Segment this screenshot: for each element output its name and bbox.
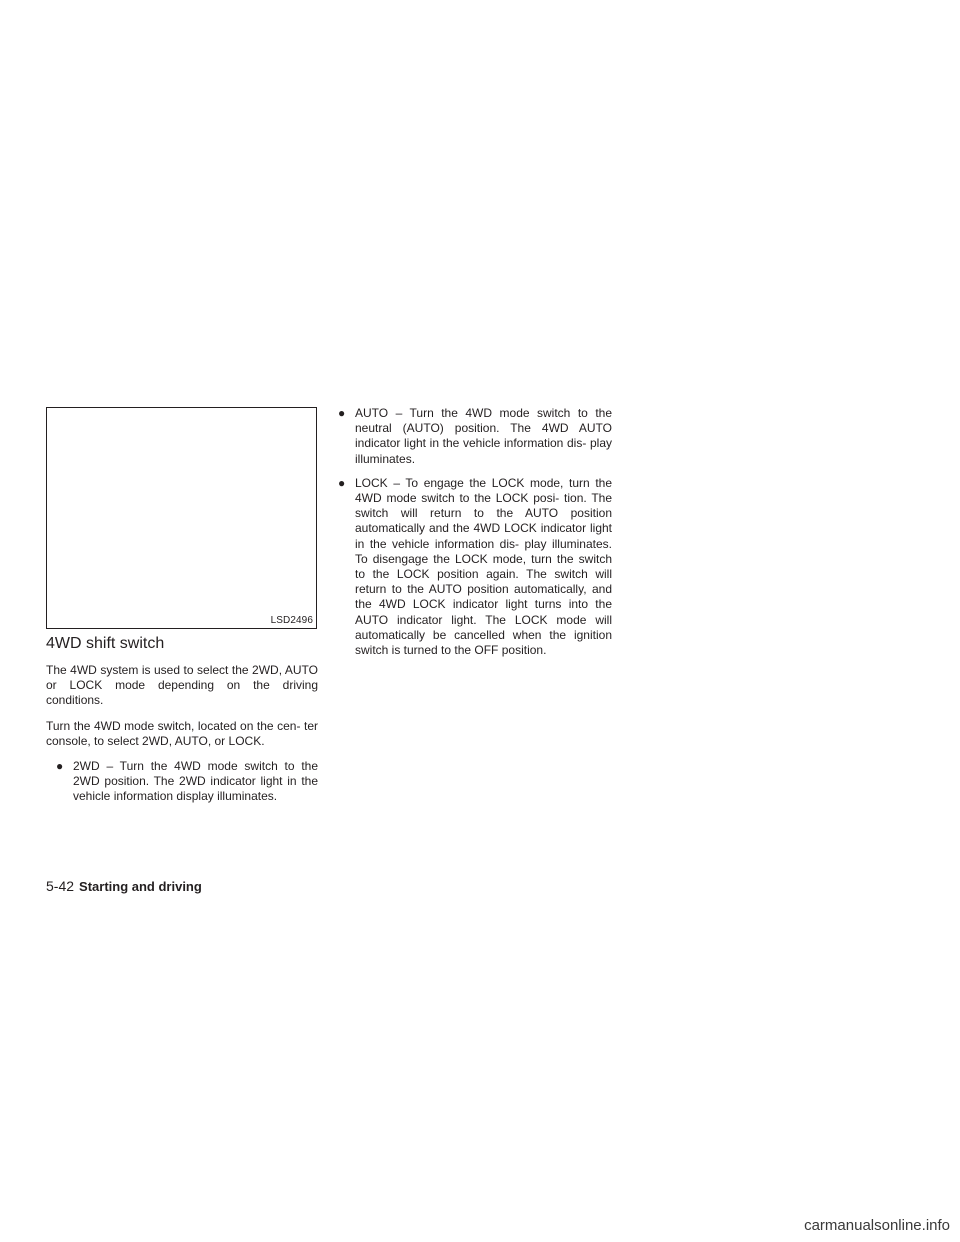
page-footer — [46, 877, 202, 896]
bullet-list-left — [46, 759, 318, 805]
bullet-icon: ● — [338, 475, 346, 490]
left-column — [46, 634, 318, 814]
list-item-text: AUTO – Turn the 4WD mode switch to the neutral (AUTO) position. The 4WD AUTO indicator light in the vehicle information dis- play illuminates. — [355, 406, 612, 466]
paragraph-instruction: Turn the 4WD mode switch, located on the cen- ter console, to select 2WD, AUTO, or LOCK. — [46, 718, 318, 748]
list-item-text: LOCK – To engage the LOCK mode, turn the 4WD mode switch to the LOCK posi- tion. The switch will return to the AUTO position automatically and the 4WD LOCK indicator light in the vehicle information dis- play illuminates. To disengage the LOCK mode, turn the switch to the LOCK position again. The switch will return to the AUTO position automatically, and the 4WD LOCK indicator light turns into the AUTO indicator light. The LOCK mode will automatically be cancelled when the ignition switch is turned to the OFF position. — [355, 475, 612, 658]
list-item-text: 2WD – Turn the 4WD mode switch to the 2WD position. The 2WD indicator light in the vehicle information display illuminates. — [73, 759, 318, 804]
watermark: carmanualsonline.info — [804, 1217, 950, 1234]
figure-code: LSD2496 — [270, 615, 313, 626]
list-item-2wd — [46, 759, 318, 805]
page-number: 5-42 — [46, 878, 75, 894]
section-heading: 4WD shift switch — [46, 635, 165, 652]
list-item-auto — [337, 406, 612, 467]
bullet-icon: ● — [338, 406, 346, 420]
paragraph-intro: The 4WD system is used to select the 2WD, AUTO or LOCK mode depending on the driving conditions. — [46, 663, 318, 708]
figure-placeholder — [46, 407, 317, 629]
bullet-icon: ● — [56, 759, 64, 774]
footer-section-title: Starting and driving — [79, 879, 202, 894]
right-column — [337, 406, 612, 667]
bullet-list-right — [337, 406, 612, 658]
list-item-lock — [337, 476, 612, 658]
